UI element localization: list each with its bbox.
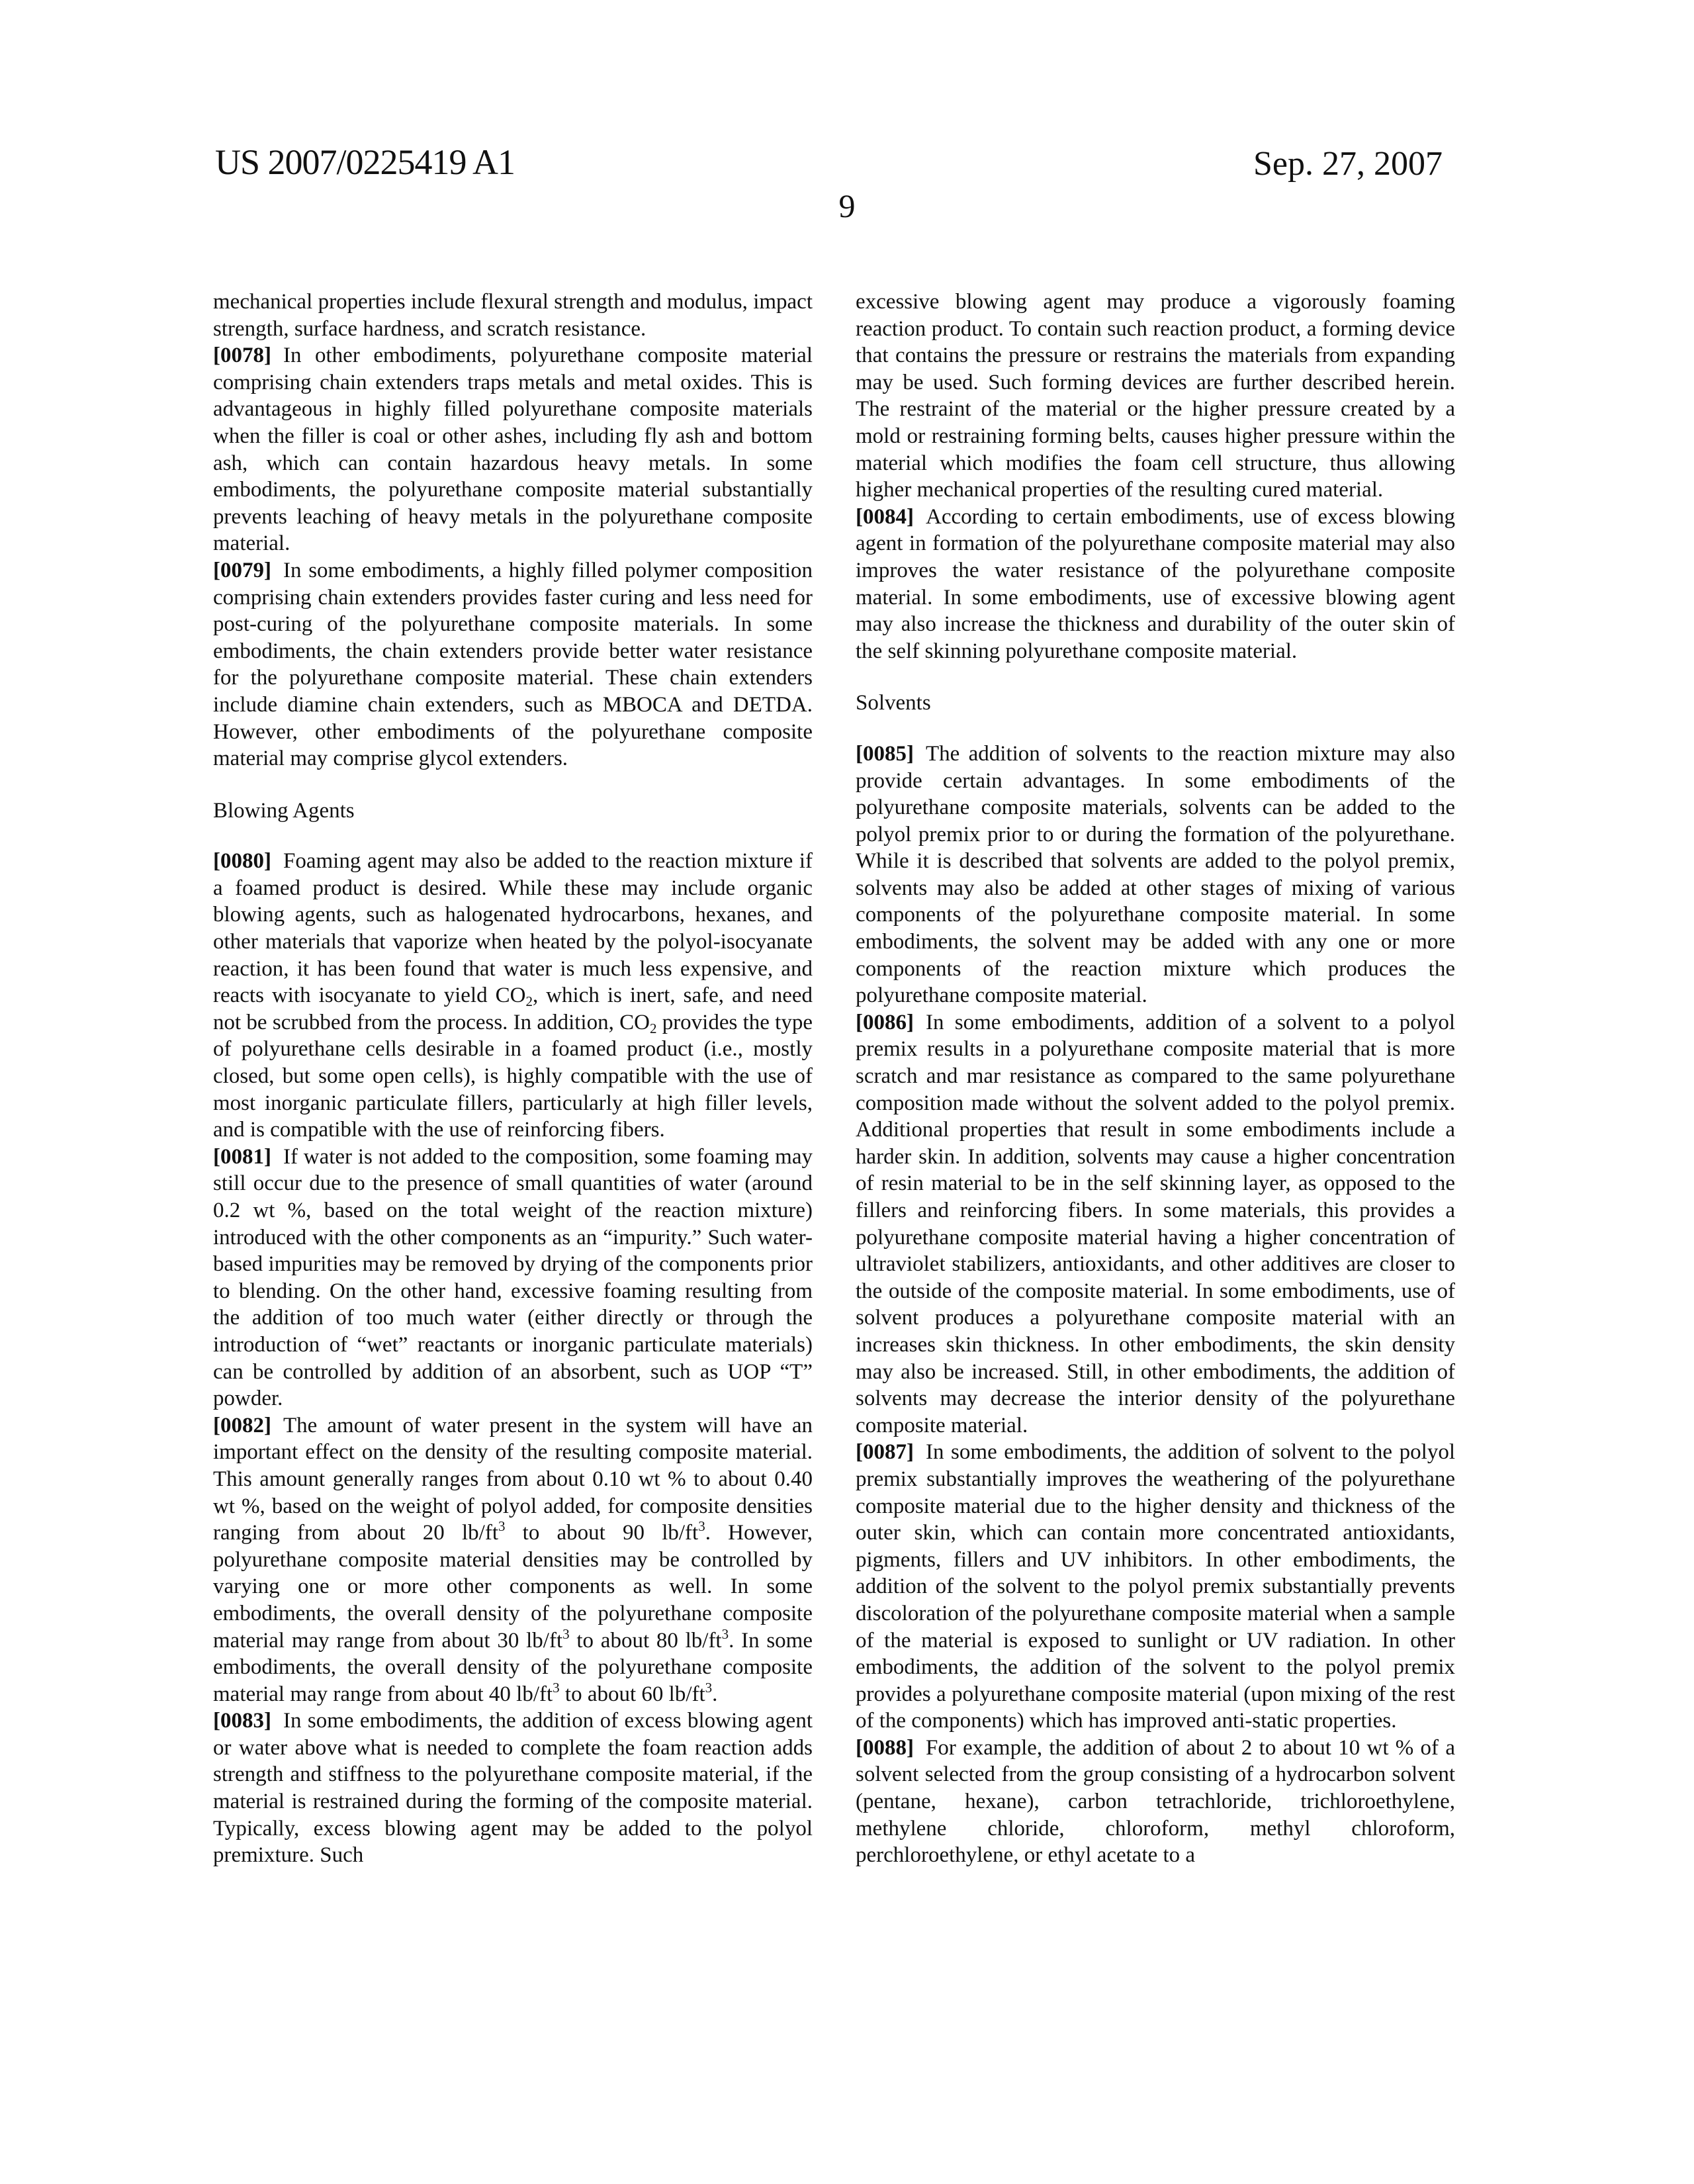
paragraph-text: In some embodiments, a highly filled polymer composition comprising chain extenders provides faster curing and less need for post-curing of the polyurethane composite materials. In some embodiments, the chain extenders provide better water resistance for the polyurethane composite material. These chain extenders include diamine chain extenders, such as MBOCA and DETDA. However, other embodiments of the polyurethane composite material may comprise glycol extenders. — [213, 558, 813, 771]
right-column — [856, 289, 1455, 1869]
paragraph-text: In some embodiments, the addition of solvent to the polyol premix substantially improves the weathering of the polyurethane composite material due to the higher density and thickness of the outer skin, which can contain more concentrated antioxidants, pigments, fillers and UV inhibitors. In other embodiments, the addition of the solvent to the polyol premix substantially prevents discoloration of the polyurethane composite material when a sample of the material is exposed to sunlight or UV radiation. In other embodiments, the addition of the solvent to the polyol premix provides a polyurethane composite material (upon mixing of the rest of the components) which has improved anti-static properties. — [856, 1440, 1455, 1733]
paragraph-number: [0086] — [856, 1010, 914, 1034]
superscript: 3 — [562, 1625, 570, 1642]
paragraph-number: [0088] — [856, 1735, 914, 1760]
paragraph-0078 — [213, 342, 813, 557]
paragraph-number: [0080] — [213, 849, 271, 874]
paragraph-text: According to certain embodiments, use of excess blowing agent in formation of the polyurethane composite material may also improves the water resistance of the polyurethane composite material. In some embodiments, use of excessive blowing agent may also increase the thickness and durability of the outer skin of the self skinning polyurethane composite material. — [856, 504, 1455, 663]
paragraph-0088 — [856, 1735, 1455, 1869]
superscript: 3 — [498, 1518, 506, 1535]
paragraph-0080: [0080] Foaming agent may also be added to the reaction mixture if a foamed product is desired. While these may include organic blowing agents, such as halogenated hydrocarbons, hexanes, and other materials that vaporize when heated by the polyol-isocyanate reaction, it has been found that water is much less expensive, and reacts with isocyanate to yield $CO_2$, which is inert, safe, and need not be scrubbed from the process. In addition, $CO_2$ provides the type of polyurethane cells desirable in a foamed product (i.e., mostly closed, but some open cells), is highly compatible with the use of most inorganic particulate fillers, particularly at high filler levels, and is compatible with the use of reinforcing fibers. — [213, 849, 813, 1142]
paragraph-number: [0078] — [213, 343, 271, 368]
paragraph-0084 — [856, 504, 1455, 665]
paragraph-0082: [0082] The amount of water present in the system will have an important effect on the density of the resulting composite material. This amount generally ranges from about 0.10 wt % to about 0.40 wt %, based on the weight of polyol added, for composite densities ranging from about 20 $lb/ft^3$ to about 90 $lb/ft^3$. However, polyurethane composite material densities may be controlled by varying one or more other components as well. In some embodiments, the overall density of the polyurethane composite material may range from about 30 $lb/ft^3$ to about 80 $lb/ft^3$. In some embodiments, the overall density of the polyurethane composite material may range from about 40 $lb/ft^3$ to about 60 $lb/ft^3$. — [213, 1413, 813, 1706]
publication-number: US 2007/0225419 A1 — [215, 142, 515, 182]
section-heading-blowing-agents: Blowing Agents — [213, 798, 355, 823]
paragraph-number: [0079] — [213, 558, 271, 582]
paragraph-0079 — [213, 557, 813, 772]
paragraph-number: [0083] — [213, 1709, 271, 1733]
paragraph-text: If water is not added to the composition, some foaming may still occur due to the presence of small quantities of water (around 0.2 wt %, based on the total weight of the reaction mixture) introduced with the other components as an “impurity.” Such water-based impurities may be removed by drying of the components prior to blending. On the other hand, excessive foaming resulting from the addition of too much water (either directly or through the introduction of “wet” reactants or inorganic particulate materials) can be controlled by addition of an absorbent, such as UOP “T” powder. — [213, 1144, 813, 1411]
paragraph-0081 — [213, 1144, 813, 1412]
page-number: 9 — [838, 187, 856, 224]
paragraph-continuation: excessive blowing agent may produce a vigorously foaming reaction product. To contain such reaction product, a forming device that contains the pressure or restrains the materials from expanding may be used. Such forming devices are further described herein. The restraint of the material or the higher pressure created by a mold or restraining forming belts, causes higher pressure within the material which modifies the foam cell structure, thus allowing higher mechanical properties of the resulting cured material. — [856, 290, 1455, 502]
superscript: 3 — [721, 1625, 729, 1642]
paragraph-number: [0085] — [856, 741, 914, 766]
paragraph-0086 — [856, 1009, 1455, 1439]
superscript: 3 — [698, 1518, 705, 1535]
paragraph-text: The addition of solvents to the reaction mixture may also provide certain advantages. In some embodiments of the polyurethane composite materials, solvents can be added to the polyol premix prior to or during the formation of the polyurethane. While it is described that solvents are added to the polyol premix, solvents may also be added at other stages of mixing of various components of the polyurethane composite material. In some embodiments, the solvent may be added with any one or more components of the reaction mixture which produces the polyurethane composite material. — [856, 741, 1455, 1008]
left-column — [213, 289, 813, 1869]
paragraph-0083 — [213, 1707, 813, 1869]
paragraph-text: In some embodiments, the addition of excess blowing agent or water above what is needed to complete the foam reaction adds strength and stiffness to the polyurethane composite material, if the material is restrained during the forming of the composite material. Typically, excess blowing agent may be added to the polyol premixture. Such — [213, 1709, 813, 1868]
paragraph-0085 — [856, 741, 1455, 1009]
paragraph-text: For example, the addition of about 2 to about 10 wt % of a solvent selected from the group consisting of a hydrocarbon solvent (pentane, hexane), carbon tetrachloride, trichloroethylene, methylene chloride, chloroform, methyl chloroform, perchloroethylene, or ethyl acetate to a — [856, 1735, 1455, 1868]
paragraph-0087 — [856, 1439, 1455, 1735]
paragraph-number: [0087] — [856, 1440, 914, 1465]
superscript: 3 — [705, 1679, 713, 1696]
publication-date: Sep. 27, 2007 — [1253, 145, 1443, 183]
superscript: 3 — [553, 1679, 560, 1696]
paragraph-continuation: mechanical properties include flexural strength and modulus, impact strength, surface hardness, and scratch resistance. — [213, 290, 813, 341]
subscript: 2 — [649, 1020, 657, 1036]
paragraph-number: [0081] — [213, 1144, 271, 1169]
subscript: 2 — [525, 993, 533, 1010]
paragraph-number: [0082] — [213, 1413, 271, 1437]
section-heading-solvents: Solvents — [856, 691, 931, 715]
paragraph-number: [0084] — [856, 504, 914, 529]
paragraph-text: In some embodiments, addition of a solvent to a polyol premix results in a polyurethane composite material that is more scratch and mar resistance as compared to the same polyurethane composition made without the solvent added to the polyol premix. Additional properties that result in some embodiments include a harder skin. In addition, solvents may cause a higher concentration of resin material to be in the self skinning layer, as opposed to the fillers and reinforcing fibers. In some materials, this provides a polyurethane composite material having a higher concentration of ultraviolet stabilizers, antioxidants, and other additives are closer to the outside of the composite material. In some embodiments, use of solvent produces a polyurethane composite material with an increases skin thickness. In other embodiments, the skin density may also be increased. Still, in other embodiments, the addition of solvents may decrease the interior density of the polyurethane composite material. — [856, 1010, 1455, 1437]
paragraph-text: In other embodiments, polyurethane composite material comprising chain extenders traps metals and metal oxides. This is advantageous in highly filled polyurethane composite materials when the filler is coal or other ashes, including fly ash and bottom ash, which can contain hazardous heavy metals. In some embodiments, the polyurethane composite material substantially prevents leaching of heavy metals in the polyurethane composite material. — [213, 343, 813, 556]
